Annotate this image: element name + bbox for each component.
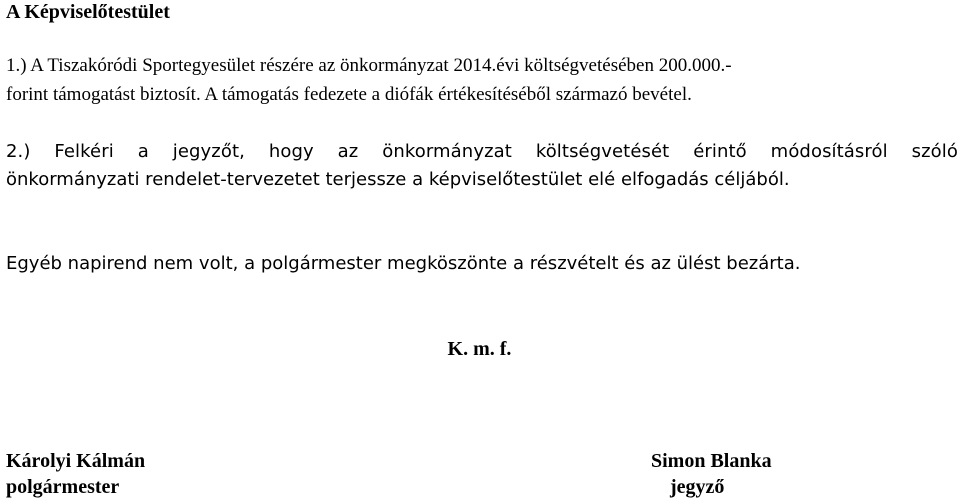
resolution-2-line-2: önkormányzati rendelet-tervezetet terjessze a képviselőtestület elé elfogadás céljából. [6,169,790,190]
resolution-1-line-1: 1.) A Tiszakóródi Sportegyesület részére az önkormányzat 2014.évi költségvetésében 200.000.- [6,55,732,76]
kmf-marker: K. m. f. [447,338,512,360]
document-title: A Képviselőtestület [6,1,170,23]
resolution-2-line-1: 2.) Felkéri a jegyzőt, hogy az önkormányzat költségvetését érintő módosításról szóló [6,141,958,162]
signatory-right-name: Simon Blanka [651,450,772,472]
signatory-left-name: Károlyi Kálmán [6,450,146,472]
signatory-right-role: jegyző [670,476,725,498]
signatory-left-role: polgármester [6,476,120,498]
closing-statement: Egyéb napirend nem volt, a polgármester megköszönte a részvételt és az ülést bezárta. [6,253,801,274]
resolution-1-line-2: forint támogatást biztosít. A támogatás fedezete a diófák értékesítéséből származó bevétel. [6,84,692,105]
